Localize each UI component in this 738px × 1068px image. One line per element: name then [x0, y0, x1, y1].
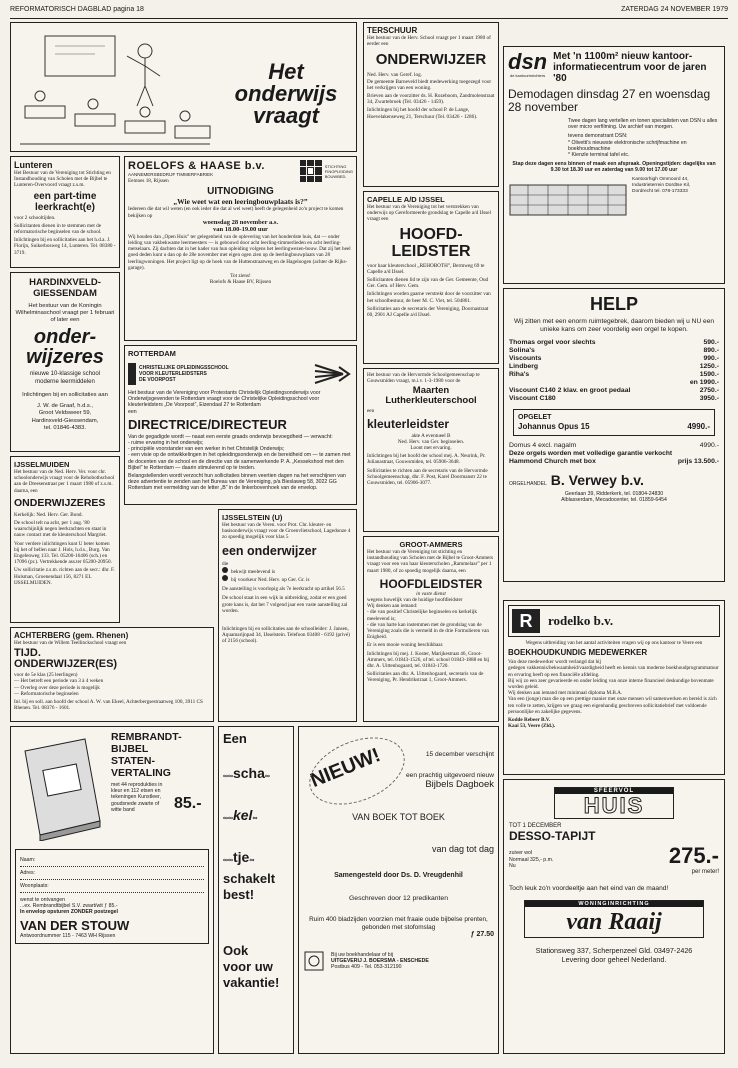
rembrandt-title-3: STATEN-	[111, 755, 155, 767]
maarten-text5: Sollicitaties te richten aan de secretaris van de Hervormde Schoolgemeenschap, dhr. F. Post, Karel Doormanstr 22 te Gouwsmiden, tel. 05906-3077.	[367, 467, 488, 487]
hardinxveld-info: Inlichtingen bij en sollicitaties aan	[22, 392, 108, 398]
maarten-text1: akte A eventueel B	[411, 432, 451, 439]
help-title: HELP	[589, 294, 638, 314]
achterberg-b3: — Reformatorische beginselen	[14, 690, 79, 697]
ijsselmuiden-intro: Het bestuur van de Ned. Herv. Ver. voor chr. schoolonderwijs vraagt voor de Rehobothschool aan de Dreesenstraat per 1 maart 1980 of z.s.m. daarna, een	[14, 469, 115, 494]
ijsselstein-text2: De school staat in een wijk in uitbreiding, zodat er een goed grote kans is, dat het 7 volgend jaar een vaste aanstelling zal worden.	[222, 595, 348, 614]
nieuw-l8: Ruim 400 bladzijden voorzien met fraaie oude bijbelse prenten, gebonden met stofomslag	[309, 916, 488, 931]
maarten-school-2: Lutherkleuterschool	[385, 395, 477, 407]
rotterdam-b2: - principiële voorstander van een werker in het Christelijk Onderwijs;	[128, 446, 285, 453]
hardinxveld-phone: tel. 01846-4383.	[44, 425, 86, 431]
hardinxveld-title-2: GIESSENDAM	[33, 288, 97, 299]
rotterdam-text1: Van de gegadigde wordt — naast een eerste graads onderwijs bevoegdheid — verwacht:	[128, 433, 333, 440]
scha-w8: voor uw	[223, 959, 273, 974]
sfeervol-raaij: van Raaij	[566, 909, 662, 935]
form-line[interactable]: Naam:	[20, 857, 204, 867]
price-item-value: 890.-	[703, 347, 719, 354]
price-item-name: Solina's	[509, 347, 535, 354]
ijsselmuiden-text2: Voor verdere inlichtingen kunt U beter komen bij het of bellen naar J. Hols, h.d.s., Burg. Van Engelenweg 133. Tel. 05200-16406 (sch.) en 17096 (pr.). Vertrekkende ass.ter 05200-20950.	[14, 540, 112, 566]
hardinxveld-ad	[10, 272, 120, 452]
rodelko-logo: R	[512, 609, 540, 633]
rotterdam-school-1: CHRISTELIJKE OPLEIDINGSSCHOOL	[139, 364, 229, 371]
bullet-icon	[222, 575, 228, 581]
form-line[interactable]: Woonplaats:	[20, 883, 204, 893]
price-row	[509, 347, 719, 355]
price-row	[509, 339, 719, 347]
rembrandt-title-1: REMBRANDT-	[111, 731, 182, 743]
price-row	[509, 355, 719, 363]
rembrandt-order1: wenst te ontvangen	[20, 897, 65, 903]
sfeervol-tip: Toch leuk zo'n voordeeltje aan het eind van de maand!	[509, 885, 669, 892]
groot-ammers-b2: - die van harte kan instemmen met de grondslag van de Vereniging zoals die is vermeld in de drie Formulieren van Enigheid.	[367, 621, 490, 641]
opgelet-box	[513, 409, 715, 436]
achterberg-ad	[10, 627, 214, 722]
rodelko-sign1: Kodde Rebeer B.V.	[508, 717, 551, 724]
rembrandt-price: 85.-	[174, 795, 202, 813]
terschuur-job: ONDERWIJZER	[375, 51, 487, 69]
rembrandt-ad	[10, 726, 214, 1054]
schakeltje-ad: Een ∞∞scha∞ ∞∞kel∞ ∞∞tje∞ schakelt best! Ook voor uw vakantie!	[218, 726, 294, 1054]
groot-ammers-text5: Sollicitaties aan dhr. A. Uittenhogaard, secretaris van de Vereniging, Pr. Hendrikstraat 1, Groot-Ammers.	[367, 671, 484, 684]
rembrandt-desc: met 44 reprodukties in kleur en 112 etsen en tekeningen Kunstleer, goudsnede zwarte of witte band	[111, 782, 163, 813]
terschuur-text1: De gemeente Barneveld biedt medewerking toegezegd voor het verkrijgen van een woning.	[367, 78, 492, 91]
rotterdam-title: ROTTERDAM	[128, 349, 176, 358]
form-lines	[20, 857, 204, 893]
domus-name: Domus 4 excl. nagalm	[509, 442, 577, 449]
price-row	[509, 363, 719, 371]
banner-ad	[10, 22, 357, 152]
rembrandt-addr: Antwoordnummer 115 - 7463 WH Rijssen	[20, 932, 116, 939]
achterberg-b1: — Het betreft een periode van 3 à 4 weken	[14, 678, 104, 685]
groot-ammers-intro: Het bestuur van de Vereniging tot stichting en instandhouding van Scholen met de Bijbel te Groot-Ammers vraagt voor een van haar kleuterscholen „Rammelaar” per 1 maart 1980, of zo spoedig mogelijk daarna, een	[367, 549, 494, 574]
roelofs-body: Wij houden dan „Open Huis” ter gelegenheid van de oplevering van het honderdste huis, dat — onder leiding van vakbekwame leermeesters — is gebouwd door acht leerling-timmerlieden en acht leerling-metselaars. Zij dachten dat in het kader van hun opleiding volgens het leerlingwezen-bouw. Dat zij het heel goed deden kunt u dan op de 28e november met eigen ogen zien op de leerlingbouwplaats van 28 leerlingwoningen. Het project ligt op de hoek van de Huttenstraatweg en de Hageloogen (achter de Rijks-garage).	[128, 233, 351, 271]
price-item-value: 990.-	[703, 355, 719, 362]
dsn-addr2: Industrieterrein Dordtse Kil,	[632, 182, 691, 188]
terschuur-ad	[363, 22, 499, 187]
dsn-ad	[503, 46, 725, 284]
rodelko-sign2: Kaai 53, Veere (Zld.).	[508, 723, 556, 730]
price-item-name: Viscount C140 2 klav. en groot pedaal	[509, 387, 631, 394]
dsn-demodagen: Demodagen dinsdag 27 en woensdag 28 november	[508, 87, 711, 114]
rembrandt-order2: ...ex. Rembrandtbijbel S.V. zwart/wit ƒ 85.-	[20, 903, 118, 910]
help-handel: ORGELHANDEL	[509, 481, 547, 487]
hardinxveld-addr1: Groot Veldsweer 59,	[38, 410, 92, 416]
scha-w7: Ook	[223, 943, 249, 958]
roelofs-title: UITNODIGING	[207, 186, 274, 198]
sfeervol-lever: Levering door geheel Nederland.	[561, 955, 667, 964]
hardinxveld-title-1: HARDINXVELD-	[29, 277, 101, 288]
nieuw-l3: Bijbels Dagboek	[425, 779, 494, 790]
roelofs-grid-icon	[300, 160, 322, 182]
lunteren-intro: Het Bestuur van de Vereniging tot Stichting en Instandhouding van Scholen met de Bijbel te Lunteren-Overvoord vraagt z.s.m.	[14, 170, 111, 189]
price-item-value: 2750.-	[699, 387, 719, 394]
rotterdam-een: een	[128, 408, 137, 415]
sfeervol-l2: DESSO-TAPIJT	[509, 829, 596, 843]
scha-w3: kel	[232, 807, 253, 823]
achterberg-intro: Het bestuur van de Willem Teellinckschool vraagt een	[14, 640, 127, 646]
hardinxveld-sub-2: moderne leermiddelen	[35, 379, 95, 385]
groot-ammers-text3: Er is een mooie woning beschikbaar.	[367, 642, 444, 649]
rotterdam-b3: - een visie op de ontwikkelingen in het opleidingsonderwijs en de bereidheid om — te zamen met de docenten van de school en de directie van de samenwerkende P. A. „Kessekshool met den Bijbel” te Rotterdam — daarin stimulerend op te treden.	[128, 452, 351, 471]
sfeervol-per: per meter!	[691, 869, 719, 875]
maarten-text3: Loont met ervaring.	[410, 445, 452, 452]
roelofs-ad	[124, 156, 357, 341]
roelofs-right1: STICHTING	[324, 163, 347, 169]
rodelko-job: BOEKHOUDKUNDIG MEDEWERKER	[508, 648, 648, 658]
capelle-text2: Sollicitanten dienen lid te zijn van de Ger. Gemeente, Oud Ger. Gem. of Herv. Gem.	[367, 277, 489, 290]
ijsselstein-job: een onderwijzer	[222, 543, 317, 558]
sfeervol-addr: Stationsweg 337, Scherpenzeel Gld. 03497-2426	[535, 946, 693, 955]
rodelko-text5: Van een (jonge) man die op een prettige manier met onze mensen wil samenwerken en bereid is zich ten volle te zetten, krijgen we graag een eigenhandig geschreven sollicitatiebrief met voldoende persoonlijke en zakelijke gegevens.	[508, 696, 717, 715]
terschuur-text3: Inlichtingen bij het hoofd der school P. de Lange, Hoevelakenseweg 21, Terschuur (Tel. 03426 - 1286).	[367, 107, 478, 120]
rotterdam-logo-bar	[128, 363, 136, 385]
scha-w2: scha	[232, 765, 265, 781]
roelofs-sign: Roelofs & Haase BV, Rijssen	[209, 279, 272, 286]
ijsselmuiden-ad	[10, 456, 120, 623]
hardinxveld-addr2: Hardinxveld-Giessendam,	[31, 417, 99, 424]
form-line[interactable]: Adres:	[20, 870, 204, 880]
sfeervol-ad	[503, 779, 725, 1054]
maarten-intro: Het bestuur van de Hervormde Schoolgemeenschap te Gouwsmiden vraagt, m.i.v. 1-3-1980 voor de	[367, 372, 480, 385]
terschuur-title: TERSCHUUR	[367, 26, 418, 35]
rodelko-text2: gedegen vakkennis/bekwaamheid/vaardigheid heeft en kennis van moderne boekhoudprogrammatuur en ervaring heeft op een financiële afdeling.	[508, 665, 719, 678]
capelle-job-2: LEIDSTER	[391, 242, 471, 260]
maarten-een: een	[367, 408, 375, 415]
roelofs-closing: Tot ziens!	[230, 273, 251, 280]
rotterdam-job: DIRECTRICE/DIRECTEUR	[128, 416, 287, 432]
achterberg-title: ACHTERBERG (gem. Rhenen)	[14, 631, 129, 640]
maarten-job: kleuterleidster	[367, 416, 450, 431]
sfeervol-l1: TOT 1 DECEMBER	[509, 823, 562, 829]
rembrandt-shop: VAN DER STOUW	[20, 917, 130, 933]
maarten-text2: Ned. Herv. van Ger. beginselen.	[397, 438, 465, 445]
lunteren-for: voor 2 schooltijden.	[14, 214, 56, 221]
opus-name: Johannus Opus 15	[518, 422, 590, 431]
banner-title	[226, 61, 346, 127]
dsn-addr1: Kantoorhigh Ommoord 44,	[632, 176, 689, 182]
roelofs-date: woensdag 28 november a.s.	[202, 218, 279, 226]
maarten-school-1: Maarten	[412, 385, 450, 397]
groot-ammers-title: GROOT-AMMERS	[399, 540, 463, 549]
bullet-icon	[222, 567, 228, 573]
roelofs-logo: ROELOFS & HAASE b.v.	[128, 160, 265, 172]
header-left: REFORMATORISCH DAGBLAD pagina 18	[10, 6, 144, 13]
nieuw-l2: een prachtig uitgevoerd nieuw	[406, 772, 494, 779]
rotterdam-school-3: DE VOORPOST	[139, 377, 176, 384]
price-item-name: Lindberg	[509, 363, 539, 370]
van-raaij-logo	[524, 900, 704, 938]
sfeervol-l4: Normaal 325,- p.m.	[509, 856, 554, 863]
dsn-addr3: Dordrecht tel. 078-173333	[632, 189, 688, 195]
help-addr2: Alblasserdam, Mecadocenter, tel. 01859-6454	[561, 497, 667, 504]
sfeervol-woning: WONINGINRICHTING	[525, 901, 703, 907]
ijsselstein-die: die	[222, 560, 229, 567]
help-shop: B. Verwey b.v.	[550, 472, 644, 488]
sfeervol-top: SFEERVOL	[555, 788, 673, 794]
terschuur-intro: Het bestuur van de Herv. School vraagt per 1 maart 1980 of eerder een	[367, 35, 491, 48]
nieuw-l7: Geschreven door 12 predikanten	[349, 895, 448, 902]
price-item-name: Thomas orgel voor slechts	[509, 339, 596, 346]
scha-w1: Een	[223, 731, 247, 746]
dsn-bullet1: * Olivetti's nieuwste elektronische schrijfmachine en boekhoudmachine	[568, 139, 687, 152]
price-item-value: 590.-	[703, 339, 719, 346]
nieuw-l4: VAN BOEK TOT BOEK	[352, 812, 445, 822]
page-header	[10, 6, 728, 18]
nieuw-pub3: Postbus 409 - Tel. 053-312190	[331, 964, 402, 971]
hammond-price: prijs 13.500.-	[677, 458, 719, 465]
sfeervol-price: 275.-	[668, 843, 719, 868]
rotterdam-b1: - ruime ervaring in het onderwijs;	[128, 440, 204, 447]
scha-w4: tje	[232, 849, 250, 865]
nieuw-l6: Samengesteld door Ds. D. Vreugdenhil	[334, 872, 463, 879]
ijsselstein-ad	[218, 509, 357, 722]
ijsselmuiden-job: ONDERWIJZERES	[14, 496, 106, 509]
ijsselstein-b1: bekwijt meelevend is	[231, 568, 276, 575]
help-deze: Deze orgels worden met volledige garantie verkocht	[509, 450, 673, 457]
sfeervol-l3: zuiver wol	[509, 850, 533, 857]
scha-w5: schakelt	[223, 871, 276, 886]
hardinxveld-intro: Het bestuur van de Koningin Wilhelminaschool vraagt per 1 februari of later een	[15, 303, 115, 323]
roelofs-sub: AANNEMERSBEDRIJF TIMMERFABRIEK	[128, 172, 214, 177]
achterberg-for: voor de 5e klas (25 leerlingen)	[14, 672, 78, 679]
building-illustration	[508, 177, 628, 217]
groot-ammers-ad	[363, 536, 499, 722]
rembrandt-title-2: BIJBEL	[111, 743, 149, 755]
groot-ammers-vast: in vaste dienst	[416, 590, 446, 597]
capelle-text3: Inlichtingen worden gaarne verstrekt door de voorzitter van het schoolbestuur, de heer M. C. Viet, tel. 504861.	[367, 291, 491, 304]
price-row	[509, 379, 719, 387]
scha-w9: vakantie!	[223, 975, 280, 990]
rodelko-text4: Wij denken aan iemand met minimaal diploma M.B.A.	[508, 690, 623, 697]
roelofs-intro: Iedereen die dat wil weten (en ook ieder die dat al wel weet) heeft de gelegenheid zo'n project te komen bekijken op	[128, 206, 344, 219]
groot-ammers-text1: wegens huwelijk van de huidige hoofdleidster	[367, 597, 463, 604]
rotterdam-ad	[124, 345, 357, 505]
groot-ammers-job: HOOFDLEIDSTER	[379, 576, 483, 591]
achterberg-b2: — Overleg over deze periode is mogelijk	[14, 684, 100, 691]
order-form	[15, 849, 209, 944]
achterberg-job-2: ONDERWIJZER(ES)	[14, 658, 118, 671]
ijsselstein-intro: Het bestuur van de Veren. voor Prot. Chr. kleuter- en basisonderwijs vraagt voor de Groenvlietschool, Lagedonze 4 zo spoedig mogelijk voor klas 5	[222, 522, 351, 541]
nieuw-price: ƒ 27.50	[470, 931, 494, 938]
ijsselstein-text3: Inlichtingen bij en sollicitaties aan de schoolleider: J. Jansen, Aquamarijnpad 34, IJsselstein. Telefoon 03408 - 6192 (privé) of 2156 (school).	[222, 626, 350, 645]
dsn-sub: Twee dagen lang vertellen en tonen specialisten van DSN u alles over micro verfilming. Uw archief van morgen.	[568, 118, 718, 131]
sfeervol-logo	[554, 787, 674, 819]
rotterdam-school-2: VOOR KLEUTERLEIDSTERS	[139, 370, 207, 377]
price-item-value: 1590.-	[699, 371, 719, 378]
nieuw-pub2: UITGEVERIJ J. BOERSMA - ENSCHEDE	[331, 957, 429, 964]
dsn-info: Stap deze dagen eens binnen of maak een afspraak. Openingstijden: dagelijks van 9.30 tot 18.30 uur en zaterdag van 9.00 tot 17.00 uur	[512, 161, 716, 174]
help-ad	[503, 288, 725, 582]
ijsselstein-title: IJSSELSTEIN (U)	[222, 513, 283, 522]
capelle-text4: Sollicitaties aan de secretaris der Vereniging, Doornastraat 60, 2901 AJ Capelle a/d IJssel.	[367, 305, 489, 319]
rotterdam-text2: Belangstellenden wordt verzocht hun sollicitaties binnen veertien dagen na het verschijnen van deze advertentie te zenden aan het Bureau van de Vereniging, p/a Bieslaweg 58, 3022 GG Rotterdam met vermelding van de letter „B” in de linkerbovenhoek van de envelop.	[128, 473, 346, 492]
banner-title-3: vraagt	[252, 103, 320, 128]
burst-shape	[299, 726, 414, 818]
price-row	[509, 395, 719, 403]
hardinxveld-sub-1: nieuwe 10-klassige school	[29, 371, 101, 377]
lunteren-title: Lunteren	[14, 160, 53, 170]
opus-price: 4990.-	[687, 422, 710, 431]
capelle-text1: voor haar kleuterschool „REHOBOTH”, Bermweg 69 te Capelle a/d IJssel.	[367, 262, 485, 275]
lunteren-text1: Sollicitanten dienen in te stemmen met de reformatorische beginselen van de school.	[14, 222, 102, 236]
groot-ammers-text4: Inlichtingen bij mej. J. Koster, Marijkestraat 46, Groot-Ammers, tel. 01843-1526, of tel. school 01843-1888 en bij dhr. A. Uittenhogaard, tel. 01843-1720.	[367, 650, 490, 670]
terschuur-denom: Ned. Herv. van Geref. log.	[367, 72, 422, 79]
maarten-ad	[363, 368, 499, 532]
achterberg-job-1: TIJD.	[14, 647, 41, 660]
achterberg-text: Inl. bij en soll. aan hoofd der school A. W. van Ekeel, Achterbergsestraatweg 100, 3911 CS Rhenen. Tel. 08376 - 1601.	[14, 699, 203, 712]
groot-ammers-b1: - die van positief Christelijke beginselen en kerkelijk meelevend is;	[367, 609, 477, 622]
nieuw-l5: van dag tot dag	[431, 844, 494, 854]
price-item-value: en 1990.-	[689, 379, 719, 386]
rembrandt-order3: In envelop opsturen ZONDER postzegel	[20, 909, 118, 916]
dsn-dem: tevens demonstrant DSN:	[568, 133, 628, 140]
sfeervol-logo-text: HUIS	[583, 793, 645, 818]
banner-title-1: Het	[268, 59, 304, 84]
scha-w6: best!	[223, 887, 255, 902]
groot-ammers-text2: Wij denken aan iemand:	[367, 603, 418, 610]
rodelko-text3: Bij wij zo een zeer gevarieerde en onder leiding van onze interne financieel deskundige bovenmate worden geleid.	[508, 677, 714, 691]
capelle-intro: Het bestuur van de Vereniging tot het verstrekken van onderwijs op Gereformeerde grondslag te Capelle a/d IJssel vraagt een	[367, 204, 492, 223]
rotterdam-arrow-icon	[313, 361, 353, 387]
capelle-job-1: HOOFD-	[399, 225, 463, 243]
terschuur-text2: Brieven aan de voorzitter ds. H. Rozeboom, Zandmolenstraat 34, Zwartebroek (Tel. 03426 - 1459).	[367, 93, 495, 106]
maarten-text4: Inlichtingen bij het hoofd der school mej. A. Neurink, Pr. Julianastraat, Gouwsmiden, tel. 05906-3648.	[367, 453, 486, 466]
lunteren-job: een part-time leerkracht(e)	[33, 190, 97, 213]
price-row	[509, 387, 719, 395]
dsn-headline: Met 'n 1100m² nieuw kantoor-informatiecentrum voor de jaren '80	[553, 51, 707, 84]
dsn-bullet2: * Kienzle terminal tafel etc.	[568, 152, 630, 159]
price-item-value: 3950.-	[699, 395, 719, 402]
rodelko-ad	[503, 600, 725, 775]
capelle-title: CAPELLE A/D IJSSEL	[367, 195, 445, 204]
opgelet-label: OPGELET	[518, 414, 552, 421]
sfeervol-l5: Nu	[509, 862, 516, 869]
hammond-name: Hammond Church met box	[509, 458, 596, 465]
price-item-name: Riha's	[509, 371, 530, 378]
hardinxveld-job-1: onder-	[33, 326, 97, 348]
ijsselmuiden-denom: Kerkelijk: Ned. Herv. Ger. Bond.	[14, 511, 83, 518]
price-item-name: Viscounts	[509, 355, 542, 362]
lunteren-ad	[10, 156, 120, 268]
ijsselmuiden-title: IJSSELMUIDEN	[14, 460, 70, 469]
nieuw-burst: NIEUW!	[307, 744, 384, 792]
ijsselmuiden-text1: De school telt na acht, per 1 aug. '80 waarschijnlijk negen leerkrachten en staat in nauw contact met de kleuterschool Margriet.	[14, 520, 107, 539]
help-price-list	[509, 339, 719, 403]
dsn-logo: dsn	[508, 49, 548, 74]
price-item-name: Viscount C180	[509, 395, 556, 402]
capelle-ad	[363, 191, 499, 364]
ijsselstein-text1: De aanstelling is voorlopig als 7e leerkracht op artikel 56.5	[222, 586, 345, 593]
rodelko-intro: Wegens uitbreiding van het aantal activiteiten vragen wij op ons kantoor te Veere een	[525, 640, 703, 646]
nieuw-pub1: Bij uw boekhandelaar of bij	[331, 951, 394, 958]
nieuw-ad	[298, 726, 499, 1054]
rotterdam-intro: Het bestuur van de Vereniging voor Protestants Christelijk Opleidingsonderwijs voor Onderwijsgevenden te Rotterdam vraagt voor de Christelijke Opleidingsschool voor kleuterleidsters „De Voorpost”, Eizendaal 27 te Rotterdam	[128, 390, 321, 409]
ijsselmuiden-text3: Uw sollicitatie z.s.m. richten aan de secr.: dhr. F. Hulsman, Groenendaal 156, 8271 EL IJSSELMUIDEN.	[14, 567, 115, 586]
price-item-value: 1250.-	[699, 363, 719, 370]
roelofs-time: van 18.00-19.00 uur	[213, 225, 268, 233]
header-right: ZATERDAG 24 NOVEMBER 1979	[621, 6, 728, 13]
publisher-logo-icon	[303, 950, 325, 972]
rodelko-text1: Van deze medewerker wordt verlangd dat hij	[508, 659, 602, 666]
domus-price: 4990.-	[699, 442, 719, 449]
dsn-logo-sub: de kantoorinrichters	[509, 73, 546, 78]
lunteren-text2: Inlichtingen bij en sollicitaties aan het h.d.a. J. Florijn, Suikerbosweg 14, Lunteren. Tel. 08380 - 3719.	[14, 237, 116, 256]
header-rule	[10, 18, 728, 19]
roelofs-addr: Eemnes 18, Rijssen	[128, 178, 169, 185]
price-row	[509, 371, 719, 379]
banner-title-2: onderwijs	[234, 81, 338, 106]
nieuw-l1: 15 december verschijnt	[425, 751, 494, 758]
help-addr1: Geerlaan 39, Ridderkerk, tel. 01804-24830	[564, 491, 664, 497]
help-intro: Wij zitten met een enorm ruimtegebrek, daarom bieden wij u NU een unieke kans om zeer voordelig een orgel te kopen.	[513, 318, 715, 333]
hardinxveld-job-2: wijzeres	[26, 346, 104, 368]
rembrandt-title-4: VERTALING	[111, 767, 171, 779]
classroom-illustration	[15, 26, 215, 151]
ijsselstein-b2: bij voorkeur Ned. Herv. op Ger. Gr. is	[231, 577, 310, 584]
bible-illustration	[15, 731, 105, 841]
roelofs-right2: FINOPLEIDING	[324, 168, 353, 174]
hardinxveld-name: J. W. de Graaf, h.d.s.,	[36, 402, 94, 409]
rodelko-name: rodelko b.v.	[548, 613, 614, 628]
roelofs-right3: BOUWBED.	[324, 173, 347, 179]
roelofs-quote: „Wie weet wat een leeringbouwplaats is?”	[173, 197, 308, 207]
